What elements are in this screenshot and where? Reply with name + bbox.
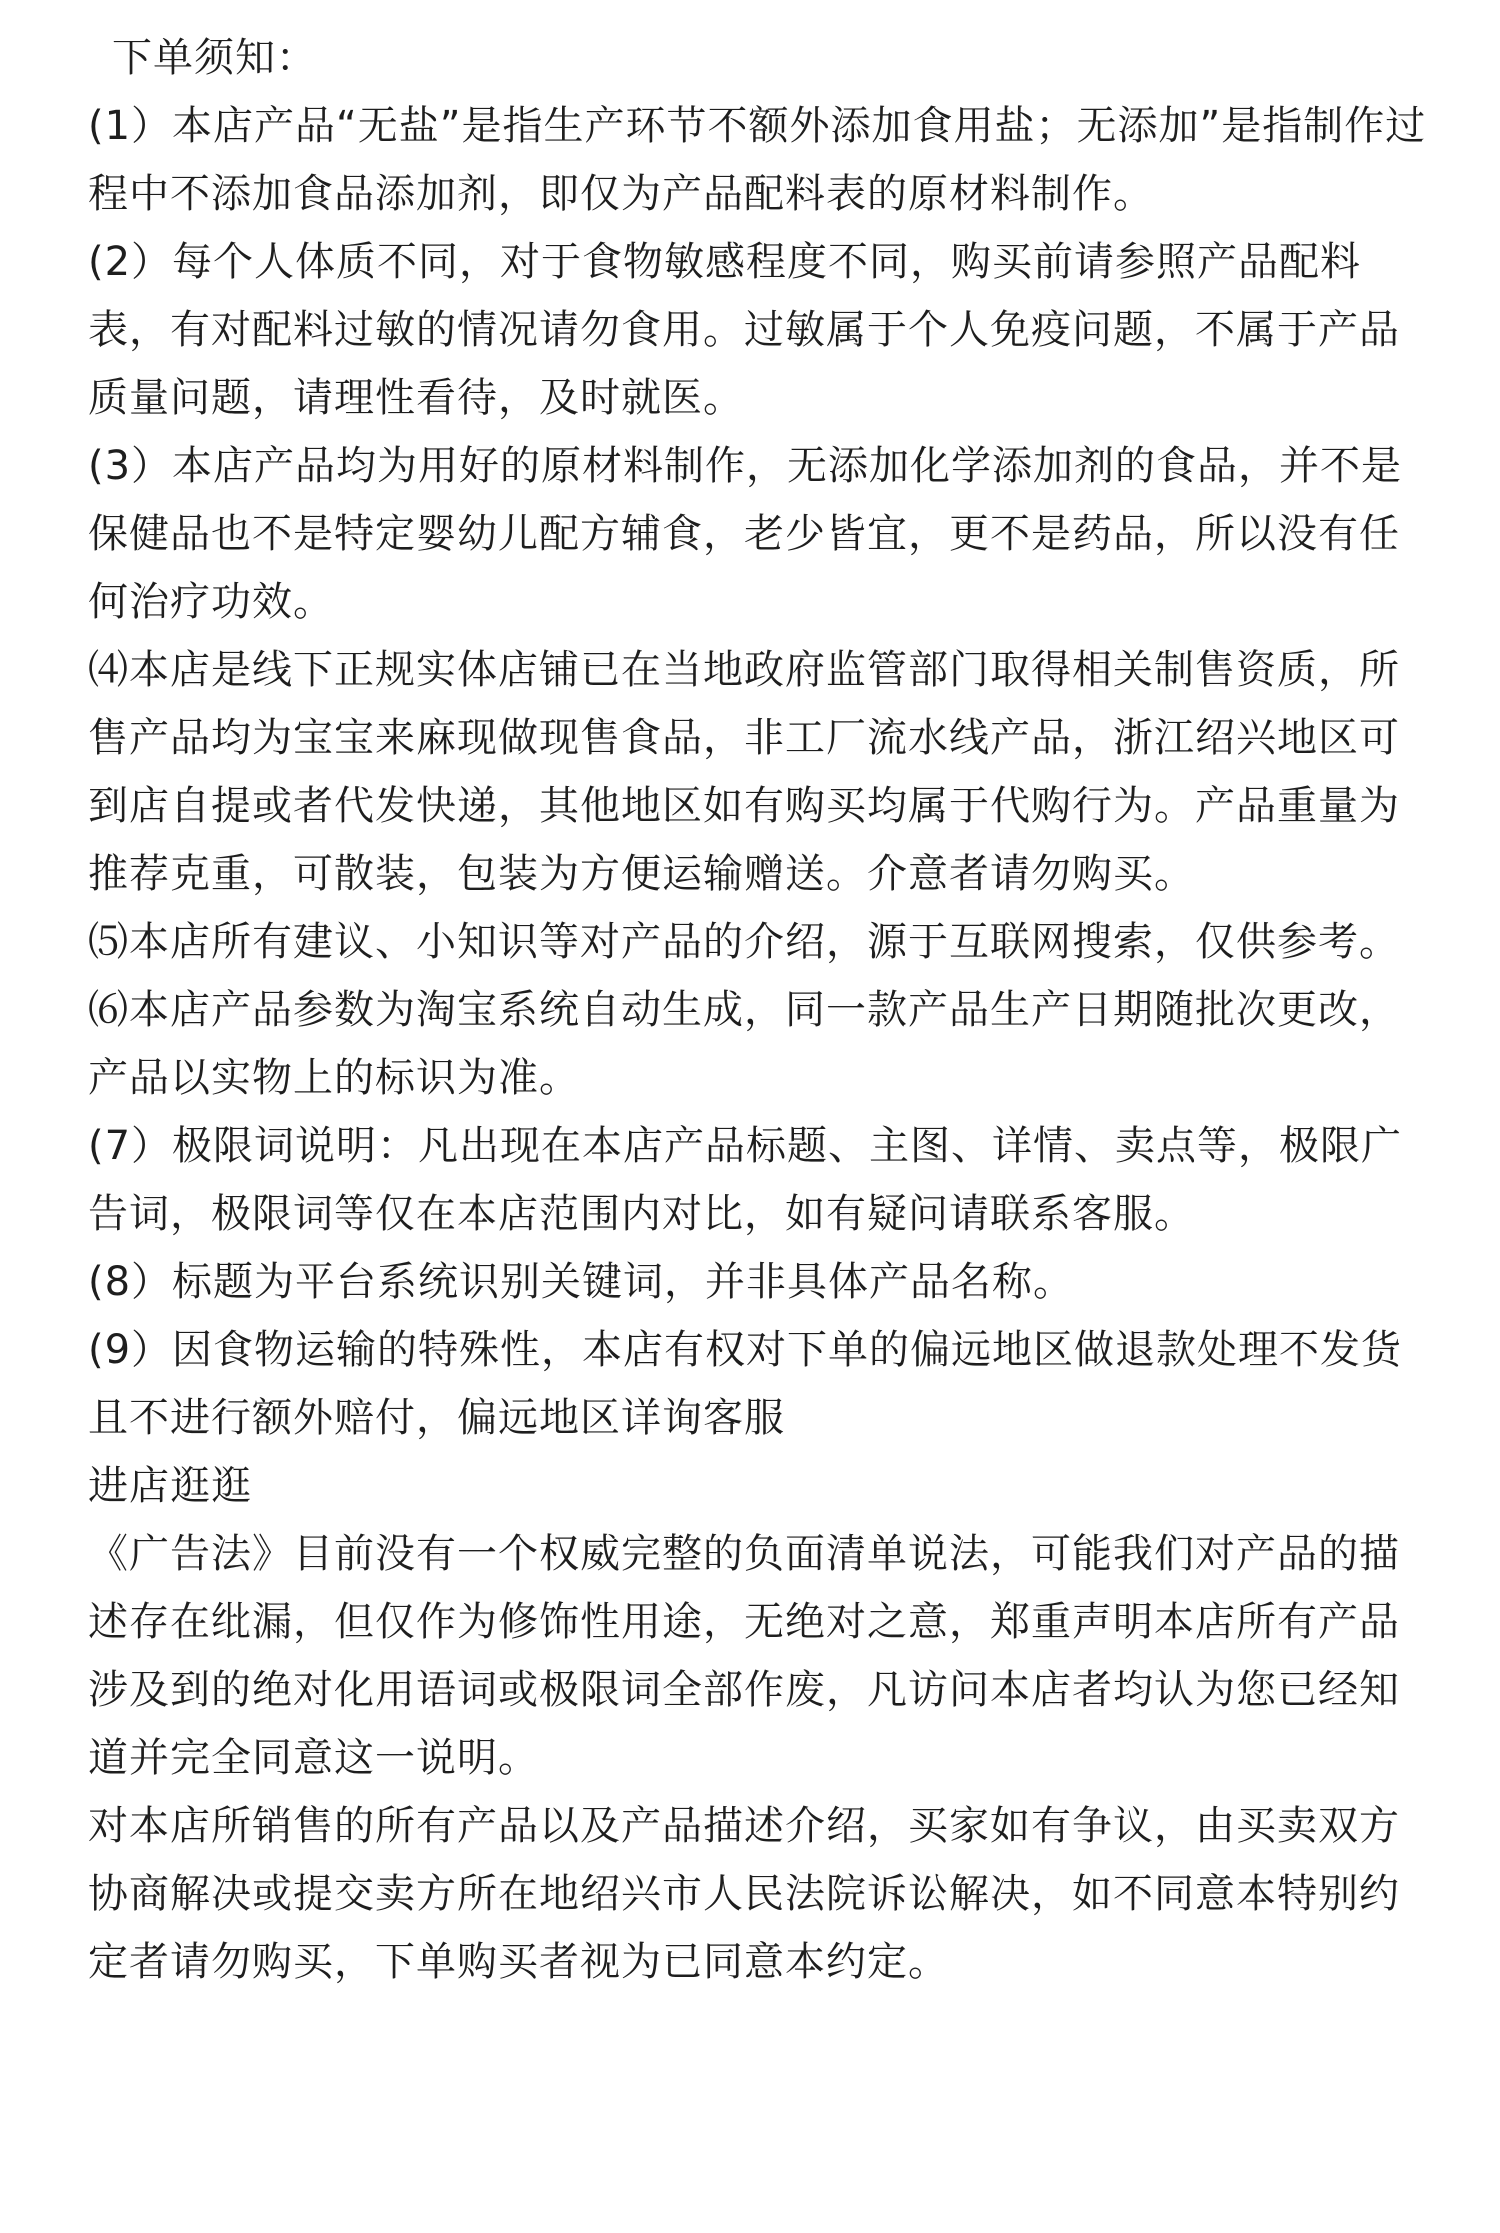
notice-item-9: (9）因食物运输的特殊性，本店有权对下单的偏远地区做退款处理不发货且不进行额外赔付，偏远地区详询客服 [88, 1327, 1403, 1441]
order-notice-document [88, 24, 1438, 1996]
notice-item-7: (7）极限词说明：凡出现在本店产品标题、主图、详情、卖点等，极限广告词，极限词等仅在本店范围内对比，如有疑问请联系客服。 [88, 1123, 1403, 1237]
notice-item-4: ⑷本店是线下正规实体店铺已在当地政府监管部门取得相关制售资质，所售产品均为宝宝来麻现做现售食品，非工厂流水线产品，浙江绍兴地区可到店自提或者代发快递，其他地区如有购买均属于代购行为。产品重量为推荐克重，可散装，包装为方便运输赠送。介意者请勿购买。 [88, 647, 1400, 897]
dispute-resolution-statement: 对本店所销售的所有产品以及产品描述介绍，买家如有争议，由买卖双方协商解决或提交卖方所在地绍兴市人民法院诉讼解决，如不同意本特别约定者请勿购买，下单购买者视为已同意本约定。 [88, 1803, 1400, 1985]
notice-item-1: (1）本店产品“无盐”是指生产环节不额外添加食用盐；无添加”是指制作过程中不添加食品添加剂，即仅为产品配料表的原材料制作。 [88, 103, 1427, 217]
notice-item-6: ⑹本店产品参数为淘宝系统自动生成，同一款产品生产日期随批次更改，产品以实物上的标识为准。 [88, 987, 1400, 1101]
notice-item-2: (2）每个人体质不同，对于食物敏感程度不同，购买前请参照产品配料表，有对配料过敏的情况请勿食用。过敏属于个人免疫问题，不属于产品质量问题，请理性看待，及时就医。 [88, 239, 1400, 421]
store-link-text: 进店逛逛 [88, 1463, 252, 1509]
notice-item-5: ⑸本店所有建议、小知识等对产品的介绍，源于互联网搜索，仅供参考。 [88, 919, 1400, 965]
notice-item-3: (3）本店产品均为用好的原材料制作，无添加化学添加剂的食品，并不是保健品也不是特定婴幼儿配方辅食，老少皆宜，更不是药品，所以没有任何治疗功效。 [88, 443, 1403, 625]
notice-heading: 下单须知： [112, 35, 317, 81]
advertising-law-disclaimer: 《广告法》目前没有一个权威完整的负面清单说法，可能我们对产品的描述存在纰漏，但仅作为修饰性用途，无绝对之意，郑重声明本店所有产品涉及到的绝对化用语词或极限词全部作废，凡访问本店者均认为您已经知道并完全同意这一说明。 [88, 1531, 1400, 1781]
notice-item-8: (8）标题为平台系统识别关键词，并非具体产品名称。 [88, 1259, 1075, 1305]
